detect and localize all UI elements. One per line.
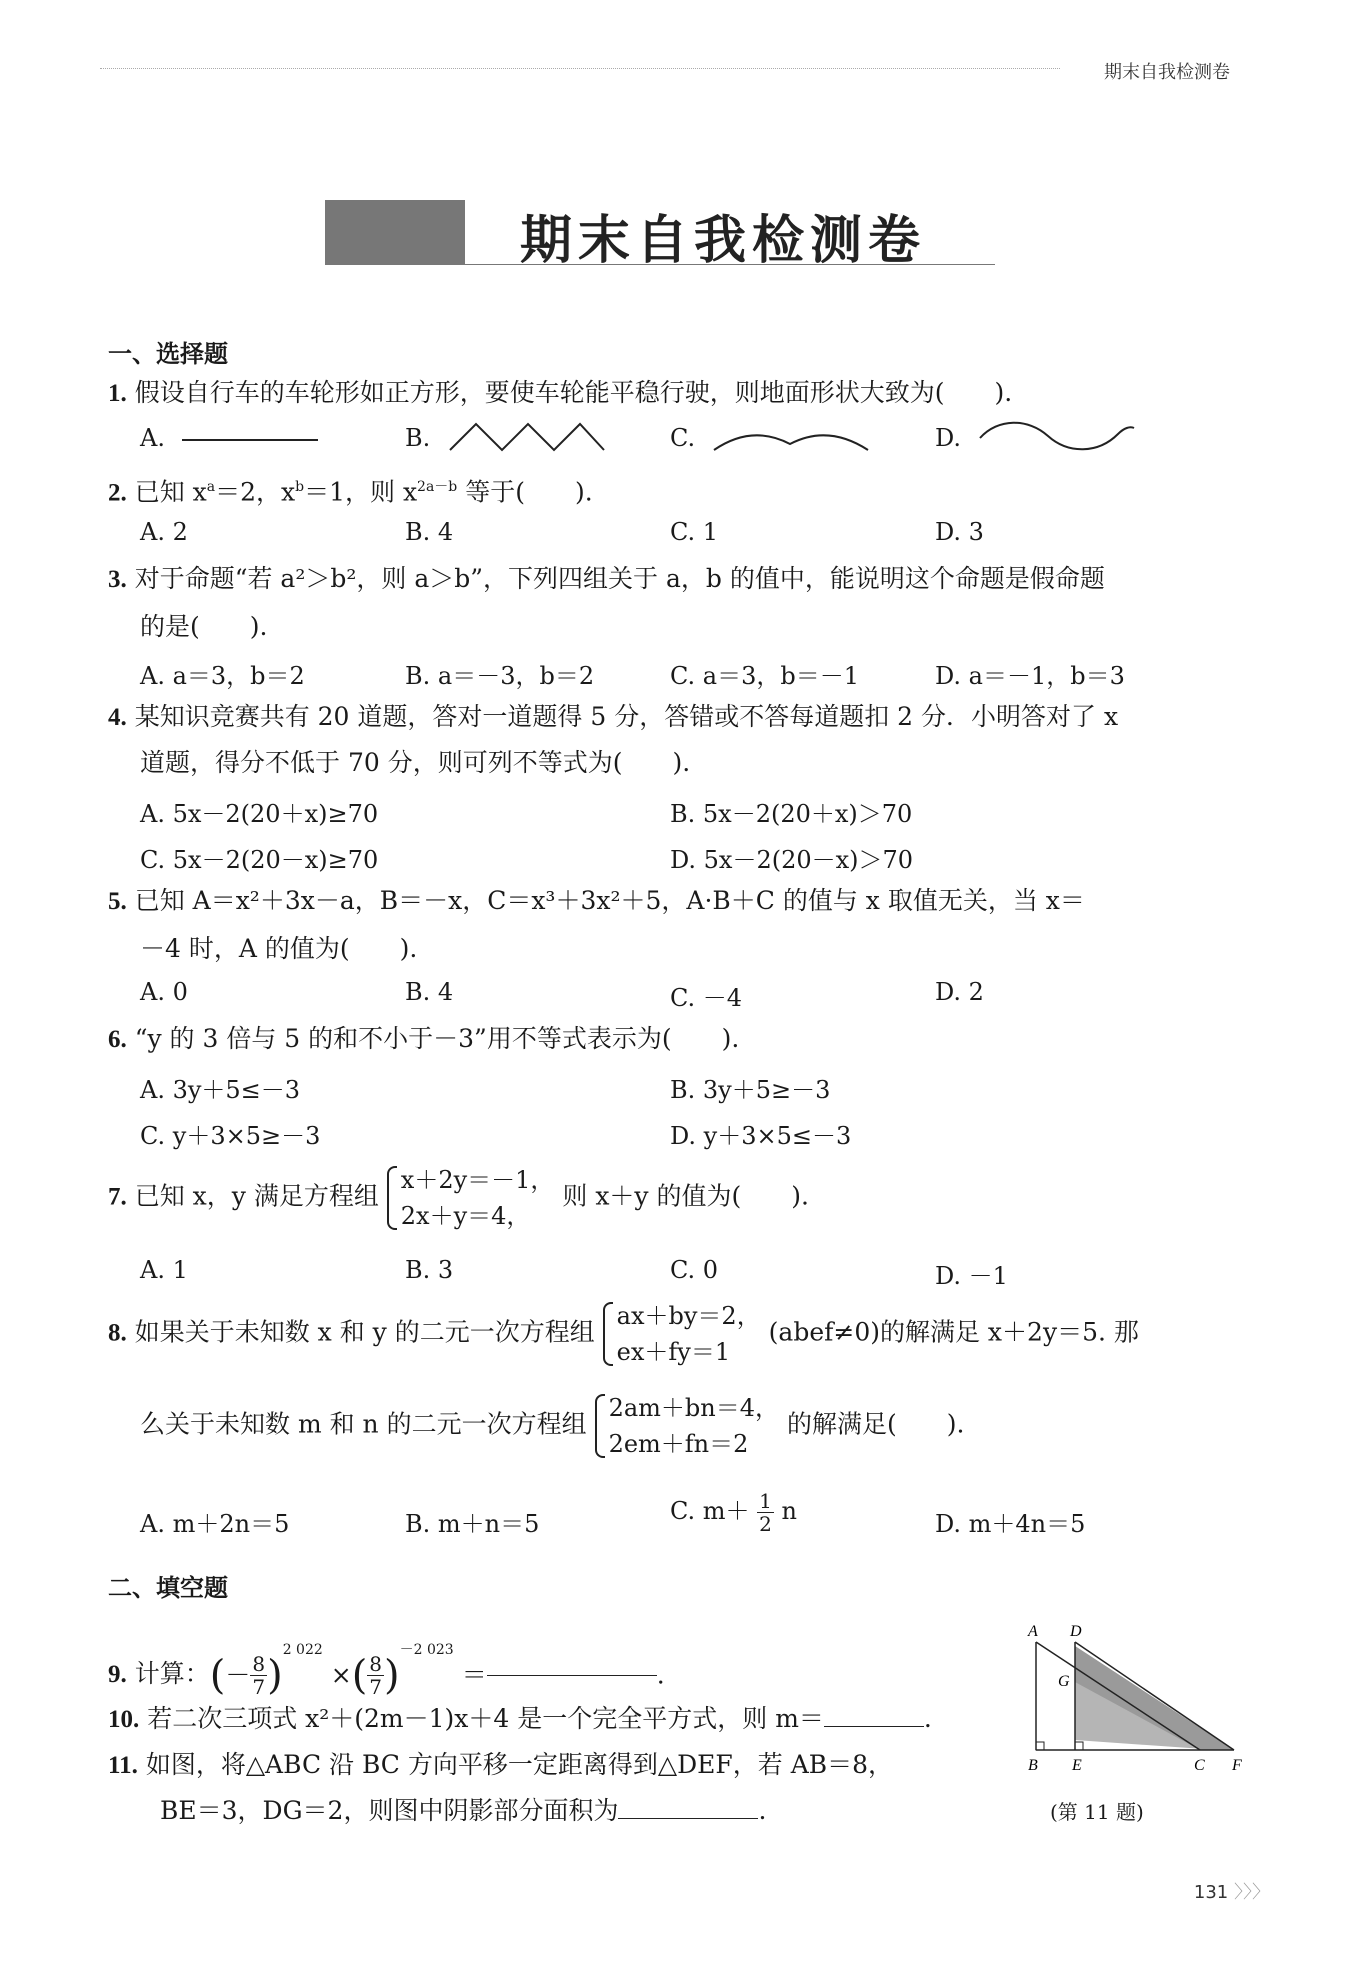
flat-line-figure [182, 424, 322, 454]
exponent: 2a－b [417, 479, 458, 495]
label-f: F [1232, 1757, 1242, 1774]
denominator: 7 [252, 1675, 266, 1699]
denominator: 2 [759, 1512, 772, 1536]
fraction [250, 1653, 267, 1698]
option-c: C. 5x－2(20－x)≥70 [140, 846, 379, 874]
question-7 [108, 1162, 809, 1234]
label-d: D [1070, 1623, 1082, 1640]
question-number: 2. [108, 479, 127, 507]
option-b: B. 3y＋5≥－3 [670, 1076, 831, 1104]
question-text: 如图，将△ABC 沿 BC 方向平移一定距离得到△DEF，若 AB＝8， [145, 1750, 894, 1779]
option-d [935, 424, 961, 452]
chevron-right-icon: 〉〉〉 [1234, 1882, 1270, 1903]
option-d: D. 2 [935, 978, 984, 1006]
question-number: 8. [108, 1319, 127, 1347]
option-d: D. －1 [935, 1262, 1008, 1290]
equation: ax＋by＝2， [616, 1302, 761, 1330]
question-text: 的解满足( ). [786, 1409, 965, 1439]
option-b: B. 4 [405, 518, 454, 546]
numerator: 8 [252, 1652, 266, 1676]
question-text: 若二次三项式 x²＋(2m－1)x＋4 是一个完全平方式，则 m＝ [147, 1704, 824, 1733]
option-c: C. 0 [670, 1256, 719, 1284]
exponent: －2 023 [399, 1642, 454, 1658]
question-number: 1. [108, 380, 127, 407]
question-text: 对于命题“若 a²＞b²，则 a＞b”，下列四组关于 a，b 的值中，能说明这个命题是假命题 [134, 564, 1105, 593]
label-b: B [1028, 1757, 1038, 1774]
fraction [757, 1490, 774, 1535]
question-number: 4. [108, 704, 127, 731]
option-b [405, 424, 430, 452]
option-c [670, 1490, 797, 1535]
option-b: B. 5x－2(20＋x)＞70 [670, 800, 913, 828]
question-text: ＝2，x [215, 477, 296, 507]
option-b: B. m＋n＝5 [405, 1510, 540, 1538]
question-11 [108, 1748, 893, 1783]
question-number: 3. [108, 566, 127, 593]
question-text: . [923, 1704, 932, 1733]
figure-caption: (第 11 题) [1050, 1800, 1144, 1824]
question-number: 11. [108, 1752, 138, 1779]
question-number: 5. [108, 888, 127, 915]
question-text: . [758, 1796, 767, 1825]
zigzag-figure [448, 420, 608, 454]
question-text: 等于( ). [457, 477, 593, 507]
question-3-cont: 的是( ). [140, 612, 268, 641]
option-d: D. 3 [935, 518, 984, 546]
question-11-cont [160, 1794, 766, 1828]
option-c: C. 1 [670, 518, 719, 546]
equation-system [595, 1390, 779, 1462]
exponent: b [295, 479, 305, 495]
label-g: G [1058, 1673, 1070, 1690]
question-number: 9. [108, 1661, 127, 1688]
paren-right: ) [267, 1652, 283, 1699]
question-text: 已知 x，y 满足方程组 [134, 1181, 379, 1211]
exponent: a [206, 479, 216, 495]
question-10 [108, 1702, 932, 1737]
answer-blank[interactable] [487, 1675, 657, 1676]
section-heading-choice: 一、选择题 [108, 340, 228, 368]
equation-system [603, 1298, 761, 1370]
question-1 [108, 376, 1012, 411]
answer-blank[interactable] [824, 1726, 924, 1727]
question-text: 如果关于未知数 x 和 y 的二元一次方程组 [134, 1317, 595, 1347]
paren-right: ) [384, 1652, 400, 1699]
question-text: ＝1，则 x [304, 477, 418, 507]
arch-curve-figure [712, 426, 872, 456]
times-sign: × [330, 1660, 352, 1690]
option-d: D. 5x－2(20－x)＞70 [670, 846, 914, 874]
running-header: 期末自我检测卷 [1104, 62, 1230, 83]
question-text: 已知 A＝x²＋3x－a，B＝－x，C＝x³＋3x²＋5，A·B＋C 的值与 x 取值无关，当 x＝ [134, 886, 1085, 915]
denominator: 7 [369, 1675, 383, 1699]
fraction [367, 1653, 384, 1698]
question-4 [108, 700, 1118, 735]
option-label: C. [670, 424, 696, 452]
equation: 2am＋bn＝4， [608, 1394, 779, 1422]
question-2 [108, 470, 593, 510]
paren-left: ( [209, 1652, 226, 1699]
equation: ex＋fy＝1 [616, 1338, 731, 1366]
question-text: 某知识竞赛共有 20 道题，答对一道题得 5 分，答错或不答每道题扣 2 分．小明答对了 x [134, 702, 1119, 731]
label-a: A [1028, 1623, 1038, 1640]
option-label: A. [140, 424, 165, 452]
equation-system [387, 1162, 555, 1234]
label-c: C [1194, 1757, 1205, 1774]
answer-blank[interactable] [618, 1818, 758, 1819]
question-text: BE＝3，DG＝2，则图中阴影部分面积为 [160, 1796, 619, 1825]
question-text: 已知 x [134, 477, 207, 507]
paren-left: ( [351, 1652, 368, 1699]
option-label: D. [935, 424, 962, 452]
question-text: (abef≠0)的解满足 x＋2y＝5. 那 [768, 1317, 1139, 1347]
option-d: D. a＝－1，b＝3 [935, 662, 1125, 690]
question-text: 计算： [134, 1659, 210, 1688]
translation-triangle-figure [1020, 1620, 1260, 1780]
question-3 [108, 562, 1105, 597]
section-heading-fill: 二、填空题 [108, 1574, 228, 1602]
equation: 2em＋fn＝2 [608, 1430, 749, 1458]
option-c: C. y＋3×5≥－3 [140, 1122, 321, 1150]
page-number-text: 131 [1193, 1882, 1229, 1903]
option-a: A. 3y＋5≤－3 [140, 1076, 301, 1104]
equals-sign: ＝ [461, 1660, 487, 1690]
option-b: B. 4 [405, 978, 454, 1006]
option-c: C. a＝3，b＝－1 [670, 662, 859, 690]
numerator: 1 [759, 1489, 772, 1513]
question-number: 6. [108, 1026, 127, 1053]
question-number: 7. [108, 1183, 127, 1211]
option-c [670, 424, 695, 452]
option-a [140, 424, 165, 452]
option-b: B. a＝－3，b＝2 [405, 662, 595, 690]
option-a: A. a＝3，b＝2 [140, 662, 305, 690]
question-text: “y 的 3 倍与 5 的和不小于－3”用不等式表示为( ). [134, 1024, 740, 1053]
question-6 [108, 1022, 739, 1057]
option-d: D. y＋3×5≤－3 [670, 1122, 852, 1150]
wave-curve-figure [978, 418, 1138, 454]
question-8-cont [140, 1390, 964, 1462]
question-text: 么关于未知数 m 和 n 的二元一次方程组 [140, 1409, 587, 1439]
option-a: A. 2 [140, 518, 188, 546]
label-e: E [1072, 1757, 1082, 1774]
page-title: 期末自我检测卷 [520, 211, 927, 271]
question-8 [108, 1298, 1139, 1370]
option-a: A. 5x－2(20＋x)≥70 [140, 800, 379, 828]
question-text: 则 x＋y 的值为( ). [562, 1181, 809, 1211]
equation: x＋2y＝－1， [400, 1166, 555, 1194]
header-rule [100, 68, 1060, 69]
option-text: C. m＋ [670, 1497, 750, 1525]
option-d: D. m＋4n＝5 [935, 1510, 1086, 1538]
title-decoration-block [325, 200, 465, 264]
minus-sign: － [225, 1660, 251, 1690]
question-5-cont: －4 时，A 的值为( ). [140, 934, 418, 963]
question-number: 10. [108, 1706, 140, 1733]
question-9: 9. 计算：(－ $\frac{8}{7}$ )$^{2 022}$ ×( $\frac{8}{7}$ )$^{-2 023}$ ＝ . [108, 1642, 665, 1699]
option-text: n [781, 1497, 798, 1525]
numerator: 8 [369, 1652, 383, 1676]
question-5 [108, 884, 1085, 919]
page-number [1194, 1878, 1270, 1904]
option-label: B. [405, 424, 431, 452]
equation: 2x＋y＝4， [400, 1202, 531, 1230]
option-b: B. 3 [405, 1256, 454, 1284]
option-c: C. －4 [670, 984, 743, 1012]
question-4-cont: 道题，得分不低于 70 分，则可列不等式为( ). [140, 748, 691, 777]
exponent: 2 022 [282, 1642, 323, 1658]
option-a: A. 1 [140, 1256, 188, 1284]
option-a: A. 0 [140, 978, 188, 1006]
question-text: 假设自行车的车轮形如正方形，要使车轮能平稳行驶，则地面形状大致为( ). [134, 378, 1013, 407]
option-a: A. m＋2n＝5 [140, 1510, 290, 1538]
